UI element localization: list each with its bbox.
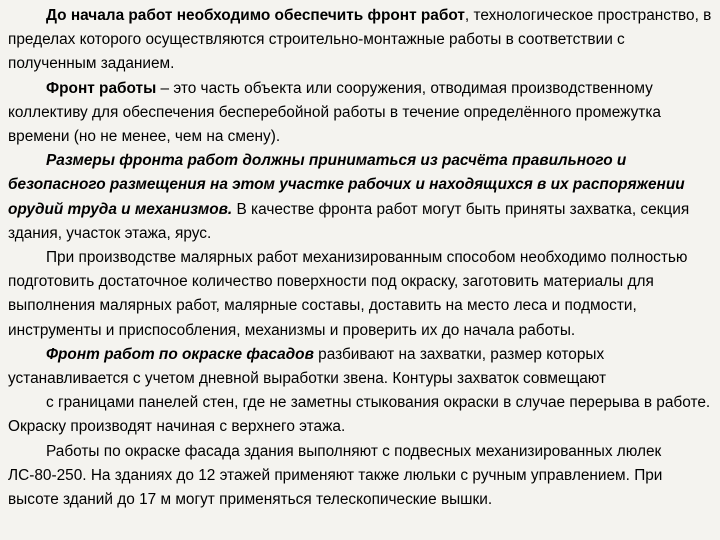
paragraph-bold-lead: До начала работ необходимо обеспечить фронт работ bbox=[46, 7, 465, 24]
paragraph-bold-italic-term: Фронт работ по окраске фасадов bbox=[46, 345, 314, 363]
paragraph-mechanized-painting bbox=[8, 246, 714, 343]
paragraph-front-size bbox=[8, 149, 714, 246]
paragraph-text: с границами панелей стен, где не заметны стыкования окраски в случае перерыва в работе. Окраску производят начиная с верхнего этажа. bbox=[8, 394, 711, 436]
paragraph-bold-italic-lead: Размеры фронта работ должны приниматься из расчёта правильного и безопасного размещения на этом участке рабочих и находящихся в их распоряжении орудий труда и механизмов. bbox=[8, 152, 685, 218]
paragraph-text: разбивают на захватки, размер которых устанавливается с учетом дневной выработки звена. Контуры захваток совмещают bbox=[8, 345, 607, 388]
paragraph-text: Работы по окраске фасада здания выполняют с подвесных механизированных люлек ЛС-80-250. На зданиях до 12 этажей применяют также люльки с ручным управлением. При высоте зданий до 17 м могут применяться телескопические вышки. bbox=[8, 442, 663, 509]
paragraph-text: – это часть объекта или сооружения, отводимая производственному коллективу для обеспечения бесперебойной работы в течение определённого промежутка времени (но не менее, чем на смену). bbox=[8, 79, 661, 146]
paragraph-text: В качестве фронта работ могут быть приняты захватка, секция здания, участок этажа, ярус. bbox=[8, 200, 690, 242]
paragraph-text: , технологическое пространство, в пределах которого осуществляются строительно-монтажные работы в соответствии с полученным заданием. bbox=[8, 7, 712, 73]
paragraph-suspended-cradles bbox=[8, 440, 714, 513]
paragraph-front-definition bbox=[8, 77, 714, 150]
paragraph-facade-front bbox=[8, 343, 714, 391]
paragraph-text: При производстве малярных работ механизированным способом необходимо полностью подготовить достаточное количество поверхности под окраску, заготовить материалы для выполнения малярных работ, малярные составы, доставить на место леса и подмости, инструменты и приспособления, механизмы и проверить их до начала работы. bbox=[8, 249, 688, 339]
paragraph-panel-boundaries bbox=[8, 391, 714, 439]
paragraph-bold-term: Фронт работы bbox=[46, 79, 157, 97]
paragraph-front-requirement bbox=[8, 4, 714, 77]
